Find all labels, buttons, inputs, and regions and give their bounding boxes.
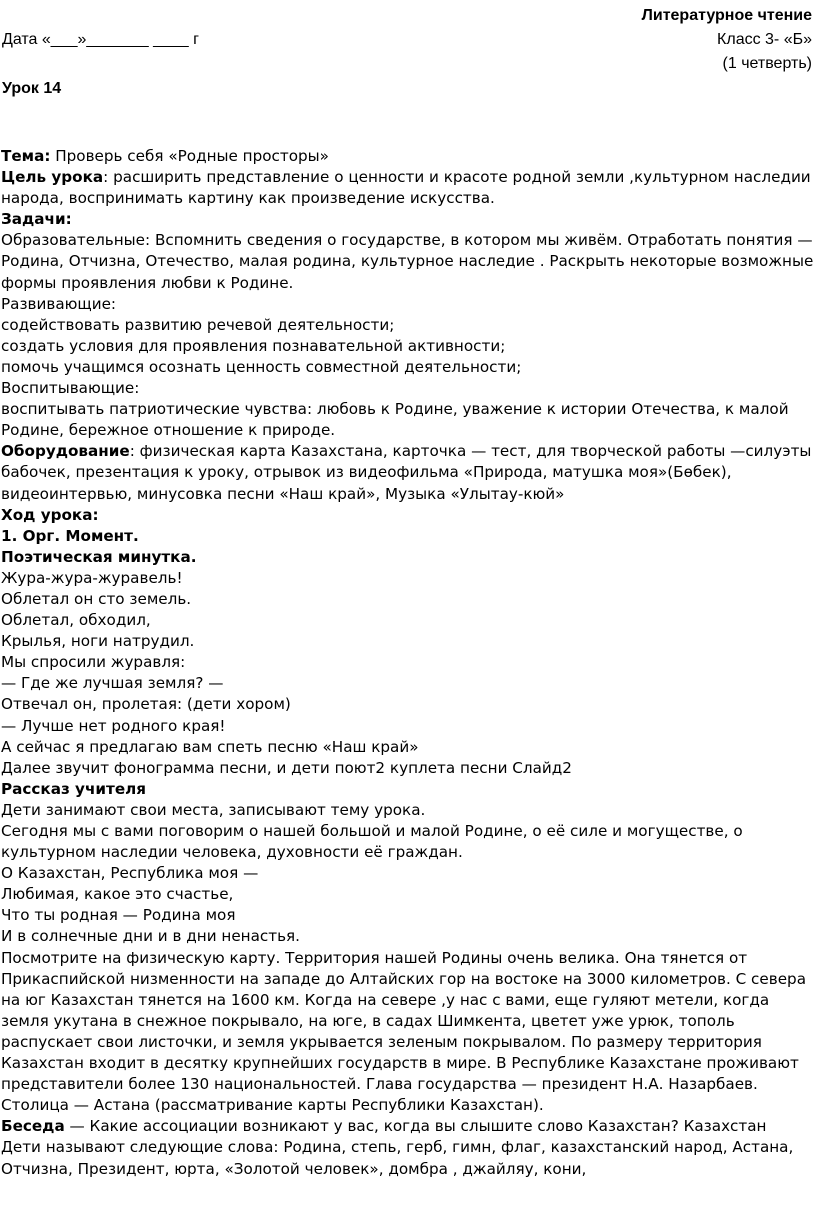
poem-line: Отвечал он, пролетая: (дети хором) — [1, 695, 291, 714]
poem-line: Облетал он сто земель. — [1, 589, 192, 608]
date-line: Дата «___»_______ ____ г — [2, 31, 199, 48]
equipment-text: : физическая карта Казахстана, карточка — тест, для творческой работы —силуэты бабочек, презентация к уроку, отрывок из видеофильма «Природа, матушка моя»(Бөбек), видеоинтервью, минусовка песни «Наш край», Музыка «Улытау-кюй» — [1, 442, 812, 503]
poem-line: Крылья, ноги натрудил. — [1, 632, 195, 651]
goal-label: Цель урока — [1, 168, 104, 187]
song-note: Далее звучит фонограмма песни, и дети поют2 куплета песни Слайд2 — [1, 758, 572, 777]
quarter-label: (1 четверть) — [722, 55, 812, 72]
teacher-story-label: Рассказ учителя — [1, 779, 147, 798]
lesson-body — [1, 146, 815, 1180]
course-label: Ход урока: — [1, 505, 99, 524]
goal-paragraph — [1, 167, 815, 209]
course-step1: 1. Орг. Момент. — [1, 526, 139, 545]
equipment-label: Оборудование — [1, 442, 130, 461]
conversation-paragraph — [1, 1116, 815, 1137]
teacher-story-p1: Дети занимают свои места, записывают тему урока. — [1, 800, 426, 819]
tasks-developing-item: помочь учащимся осознать ценность совместной деятельности; — [1, 357, 522, 376]
conversation-answers: Дети называют следующие слова: Родина, степь, герб, гимн, флаг, казахстанский народ, Астана, Отчизна, Президент, юрта, «Золотой человек», домбра , джайляу, кони, — [1, 1138, 794, 1178]
verse-line: Любимая, какое это счастье, — [1, 885, 234, 904]
tasks-label: Задачи: — [1, 210, 72, 229]
class-label: Класс 3- «Б» — [717, 31, 812, 48]
tasks-upbringing-label: Воспитывающие: — [1, 379, 140, 398]
tasks-developing-item: содействовать развитию речевой деятельности; — [1, 315, 395, 334]
tasks-developing-label: Развивающие: — [1, 294, 117, 313]
tasks-developing-item: создать условия для проявления познавательной активности; — [1, 336, 506, 355]
topic-text: Проверь себя «Родные просторы» — [50, 147, 329, 165]
subject-title: Литературное чтение — [641, 7, 812, 24]
tasks-upbringing: воспитывать патриотические чувства: любовь к Родине, уважение к истории Отечества, к малой Родине, бережное отношение к природе. — [1, 400, 789, 440]
poem-line: Жура-жура-журавель! — [1, 568, 183, 587]
verse-line: Что ты родная — Родина моя — [1, 906, 236, 925]
lesson-number: Урок 14 — [2, 80, 62, 97]
song-intro: А сейчас я предлагаю вам спеть песню «Наш край» — [1, 737, 419, 756]
verse-line: О Казахстан, Республика моя — — [1, 864, 259, 883]
topic-label: Тема: — [1, 147, 51, 165]
goal-text: : расширить представление о ценности и красоте родной земли ,культурном наследии народа, воспринимать картину как произведение искусства. — [1, 168, 811, 208]
poem-line: — Где же лучшая земля? — — [1, 674, 224, 693]
poem-line: — Лучше нет родного края! — [1, 716, 226, 735]
poem-line: Мы спросили журавля: — [1, 653, 186, 672]
poetic-minute-label: Поэтическая минутка. — [1, 547, 197, 566]
conversation-text: — Какие ассоциации возникают у вас, когда вы слышите слово Казахстан? Казахстан — [64, 1117, 767, 1136]
topic-line — [1, 146, 815, 167]
conversation-label: Беседа — [1, 1117, 65, 1136]
teacher-story-p2: Сегодня мы с вами поговорим о нашей большой и малой Родине, о её силе и могуществе, о культурном наследии человека, духовности её граждан. — [1, 822, 743, 862]
teacher-story-p3: Посмотрите на физическую карту. Территория нашей Родины очень велика. Она тянется от Прикаспийской низменности на западе до Алтайских гор на востоке на 3000 километров. С севера на юг Казахстан тянется на 1600 км. Когда на севере ,у нас с вами, еще гуляют метели, когда земля укутана в снежное покрывало, на юге, в садах Шимкента, цветет уже урюк, тополь распускает свои листочки, и земля укрывается зеленым покрывалом. По размеру территория Казахстан входит в десятку крупнейших государств в мире. В Республике Казахстане проживают представители более 130 национальностей. Глава государства — президент Н.А. Назарбаев. Столица — Астана (рассматривание карты Республики Казахстан). — [1, 948, 806, 1115]
verse-line: И в солнечные дни и в дни ненастья. — [1, 927, 301, 946]
tasks-educational: Образовательные: Вспомнить сведения о государстве, в котором мы живём. Отработать понятия — Родина, Отчизна, Отечество, малая родина, культурное наследие . Раскрыть некоторые возможные формы проявления любви к Родине. — [1, 231, 814, 292]
equipment-paragraph — [1, 441, 815, 504]
poem-line: Облетал, обходил, — [1, 611, 151, 630]
